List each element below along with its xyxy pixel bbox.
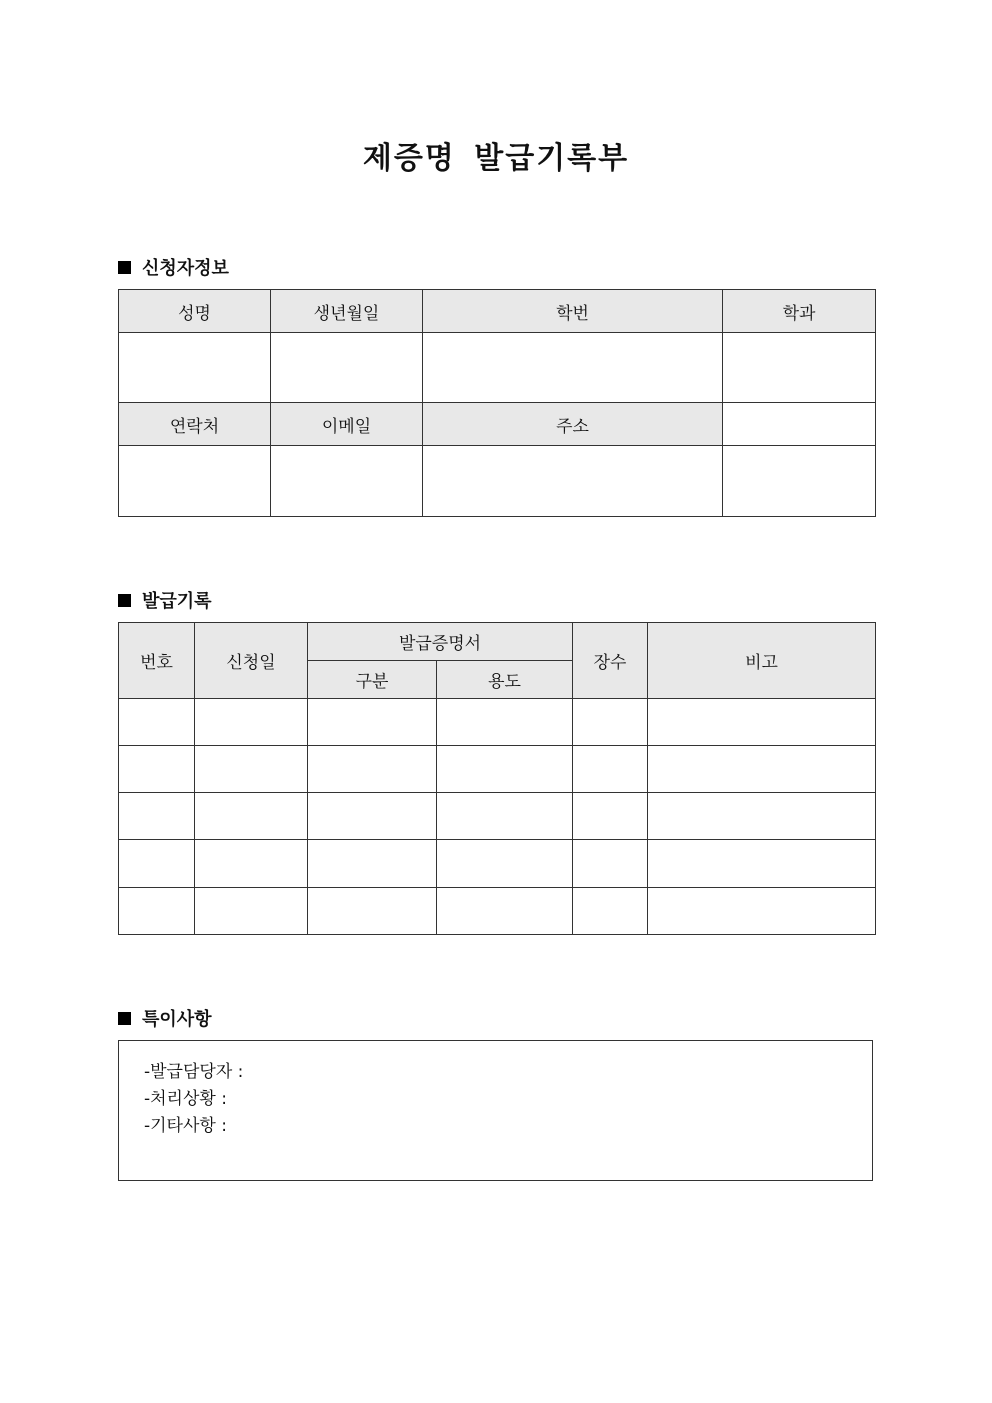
apply-date-cell[interactable] (195, 699, 308, 746)
applicant-section-heading (118, 254, 229, 280)
count-cell[interactable] (573, 793, 648, 840)
category-cell[interactable] (308, 699, 437, 746)
square-bullet-icon (118, 1012, 131, 1025)
count-cell[interactable] (573, 746, 648, 793)
number-cell[interactable] (119, 840, 195, 888)
header-category: 구분 (308, 661, 437, 699)
category-cell[interactable] (308, 746, 437, 793)
count-cell[interactable] (573, 840, 648, 888)
category-cell[interactable] (308, 840, 437, 888)
note-line-status: -처리상황 : (144, 1089, 227, 1109)
square-bullet-icon (118, 261, 131, 274)
header-certificate: 발급증명서 (308, 623, 573, 661)
department-cell[interactable] (723, 333, 876, 403)
header-count: 장수 (573, 623, 648, 699)
remarks-cell[interactable] (648, 840, 876, 888)
table-row (119, 699, 876, 746)
apply-date-cell[interactable] (195, 793, 308, 840)
number-cell[interactable] (119, 793, 195, 840)
purpose-cell[interactable] (437, 746, 573, 793)
purpose-cell[interactable] (437, 793, 573, 840)
notes-box[interactable] (118, 1040, 873, 1181)
header-apply-date: 신청일 (195, 623, 308, 699)
remarks-cell[interactable] (648, 888, 876, 935)
header-contact: 연락처 (119, 403, 271, 446)
contact-cell[interactable] (119, 446, 271, 517)
address-cell[interactable] (423, 446, 723, 517)
email-cell[interactable] (271, 446, 423, 517)
count-cell[interactable] (573, 699, 648, 746)
table-row (119, 840, 876, 888)
page-title: 제증명 발급기록부 (362, 141, 630, 176)
applicant-section-title: 신청자정보 (142, 258, 229, 279)
apply-date-cell[interactable] (195, 888, 308, 935)
remarks-cell[interactable] (648, 699, 876, 746)
blank-header-cell (723, 403, 876, 446)
table-row (119, 746, 876, 793)
extra-cell[interactable] (723, 446, 876, 517)
note-line-issuer: -발급담당자 : (144, 1062, 244, 1082)
header-number: 번호 (119, 623, 195, 699)
record-section-title: 발급기록 (142, 591, 212, 612)
purpose-cell[interactable] (437, 888, 573, 935)
apply-date-cell[interactable] (195, 840, 308, 888)
notes-section-heading (118, 1005, 212, 1031)
remarks-cell[interactable] (648, 746, 876, 793)
square-bullet-icon (118, 594, 131, 607)
remarks-cell[interactable] (648, 793, 876, 840)
applicant-info-table (118, 289, 876, 517)
header-department: 학과 (723, 290, 876, 333)
header-address: 주소 (423, 403, 723, 446)
apply-date-cell[interactable] (195, 746, 308, 793)
birthdate-cell[interactable] (271, 333, 423, 403)
header-name: 성명 (119, 290, 271, 333)
table-row (119, 793, 876, 840)
category-cell[interactable] (308, 793, 437, 840)
number-cell[interactable] (119, 746, 195, 793)
purpose-cell[interactable] (437, 699, 573, 746)
issuance-record-table (118, 622, 876, 935)
header-student-id: 학번 (423, 290, 723, 333)
category-cell[interactable] (308, 888, 437, 935)
notes-section-title: 특이사항 (142, 1009, 212, 1030)
count-cell[interactable] (573, 888, 648, 935)
number-cell[interactable] (119, 699, 195, 746)
record-section-heading (118, 587, 212, 613)
number-cell[interactable] (119, 888, 195, 935)
header-purpose: 용도 (437, 661, 573, 699)
header-remarks: 비고 (648, 623, 876, 699)
table-row (119, 888, 876, 935)
header-birthdate: 생년월일 (271, 290, 423, 333)
note-line-other: -기타사항 : (144, 1116, 227, 1136)
name-cell[interactable] (119, 333, 271, 403)
purpose-cell[interactable] (437, 840, 573, 888)
student-id-cell[interactable] (423, 333, 723, 403)
header-email: 이메일 (271, 403, 423, 446)
